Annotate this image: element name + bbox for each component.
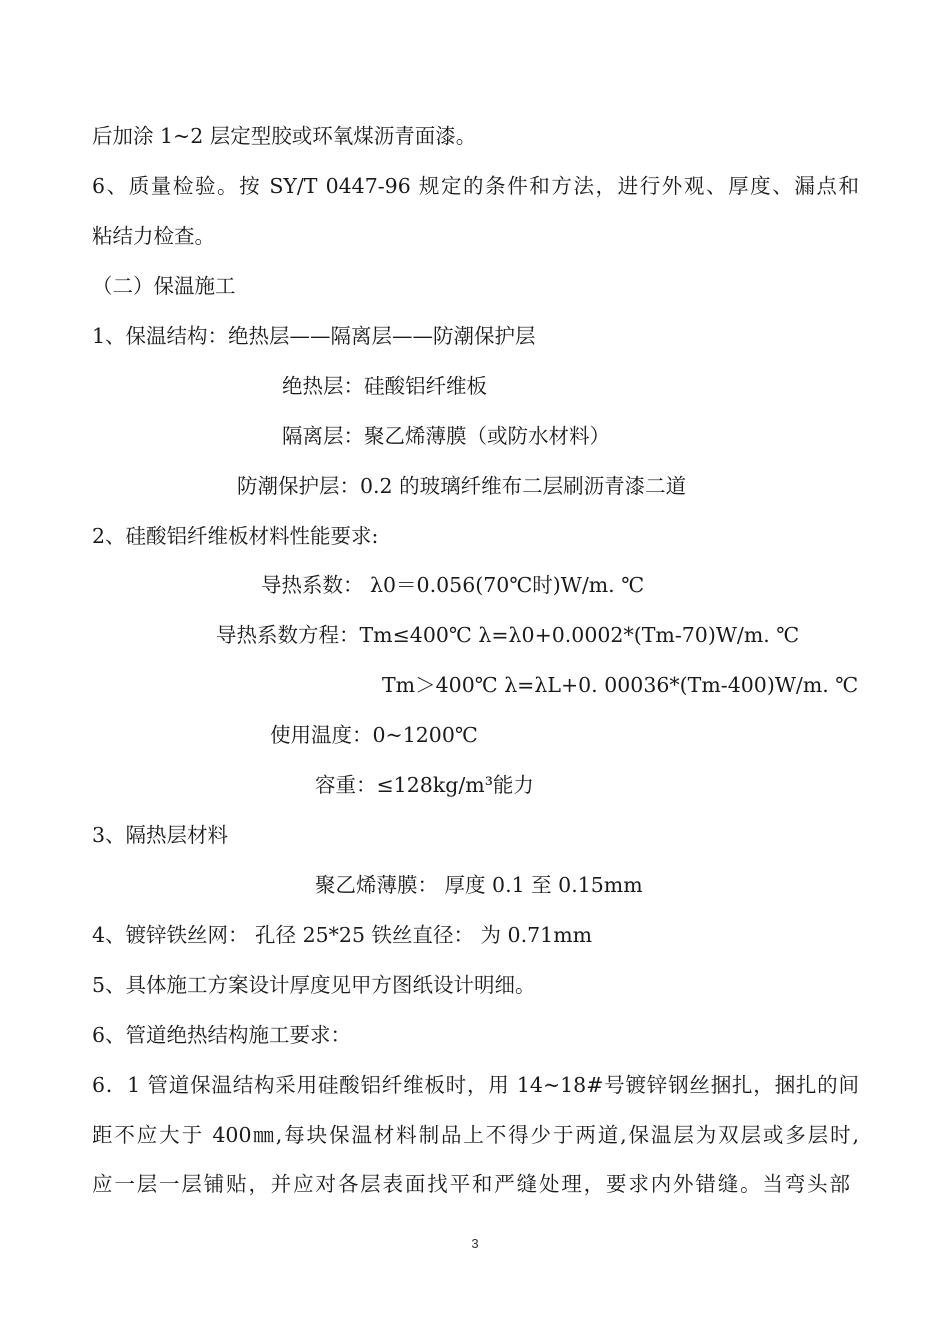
page-number: 3 <box>471 1236 479 1251</box>
text-line-16: 聚乙烯薄膜： 厚度 0.1 至 0.15mm <box>315 873 643 897</box>
text-line-18: 5、具体施工方案设计厚度见甲方图纸设计明细。 <box>92 973 536 997</box>
section-heading: （二）保温施工 <box>92 274 236 298</box>
text-line-10: 导热系数： λ0＝0.056(70℃时)W/m. ℃ <box>261 573 645 597</box>
text-line-8: 防潮保护层：0.2 的玻璃纤维布二层刷沥青漆二道 <box>237 474 687 498</box>
text-line-2: 6、质量检验。按 SY/T 0447-96 规定的条件和方法，进行外观、厚度、漏点和 <box>92 174 859 198</box>
text-line-14: 容重：≤128kg/m³能力 <box>315 773 534 797</box>
text-line-22: 应一层一层铺贴，并应对各层表面找平和严缝处理，要求内外错缝。当弯头部 <box>92 1172 850 1196</box>
text-line-12: Tm＞400℃ λ=λL+0. 00036*(Tm-400)W/m. ℃ <box>382 673 859 697</box>
text-line-13: 使用温度：0~1200℃ <box>270 723 478 747</box>
text-line-1: 后加涂 1~2 层定型胶或环氧煤沥青面漆。 <box>92 124 477 148</box>
text-line-17: 4、镀锌铁丝网： 孔径 25*25 铁丝直径： 为 0.71mm <box>92 923 593 947</box>
text-line-19: 6、管道绝热结构施工要求： <box>92 1023 352 1047</box>
text-line-9: 2、硅酸铝纤维板材料性能要求: <box>92 524 379 548</box>
text-line-15: 3、隔热层材料 <box>92 823 229 847</box>
text-line-7: 隔离层：聚乙烯薄膜（或防水材料） <box>282 424 610 448</box>
text-line-5: 1、保温结构：绝热层——隔离层——防潮保护层 <box>92 324 536 348</box>
text-line-3: 粘结力检查。 <box>92 224 215 248</box>
text-line-20: 6．1 管道保温结构采用硅酸铝纤维板时，用 14~18#号镀锌钢丝捆扎，捆扎的间 <box>92 1073 859 1097</box>
text-line-21: 距不应大于 400㎜,每块保温材料制品上不得少于两道,保温层为双层或多层时, <box>92 1123 859 1147</box>
text-line-6: 绝热层：硅酸铝纤维板 <box>282 374 487 398</box>
text-line-11: 导热系数方程：Tm≤400℃ λ=λ0+0.0002*(Tm-70)W/m. ℃ <box>216 623 800 647</box>
